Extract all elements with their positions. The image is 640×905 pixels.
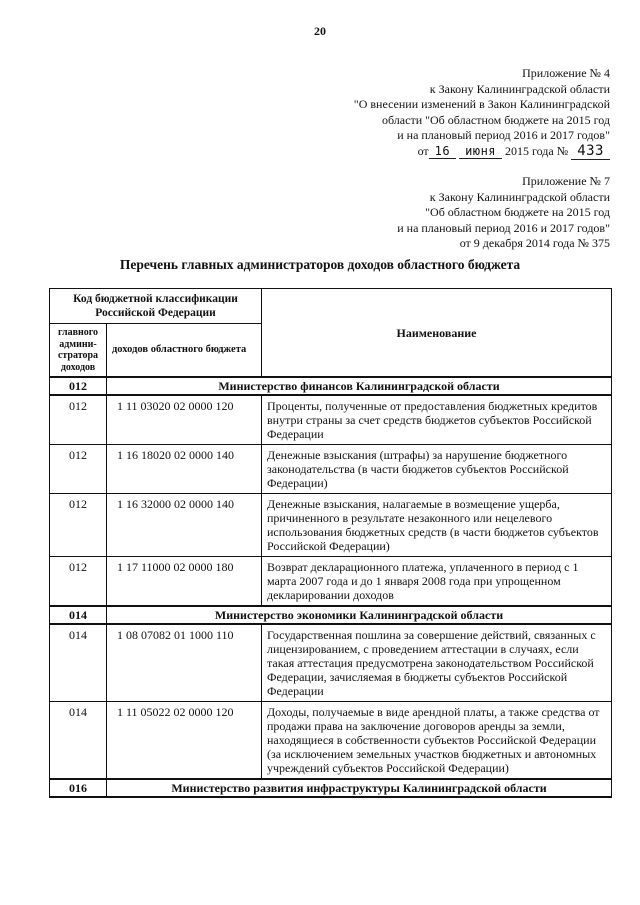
- section-name: Министерство экономики Калининградской области: [107, 606, 612, 624]
- table-row: [50, 395, 612, 445]
- appendix-7-line2: к Закону Калининградской области: [429, 189, 610, 204]
- name-cell: Государственная пошлина за совершение действий, связанных с лицензированием, с проведением аттестации в случаях, если такая аттестация предусмотрена законодательством Российской Федерации, зачисляемая в бюджеты субъектов Российской Федерации: [262, 624, 612, 702]
- header-name: Наименование: [262, 289, 612, 378]
- name-cell: Денежные взыскания (штрафы) за нарушение бюджетного законодательства (в части бюджетов субъектов Российской Федерации): [262, 445, 612, 494]
- appendix-4-line1: Приложение № 4: [522, 66, 610, 80]
- section-code: 012: [50, 377, 107, 395]
- section-code: 016: [50, 779, 107, 797]
- document-title: Перечень главных администраторов доходов областного бюджета: [119, 257, 521, 272]
- date-number: 433: [571, 143, 610, 160]
- appendix-7-line5: от 9 декабря 2014 года № 375: [459, 236, 610, 250]
- appendix-4-header: [354, 66, 610, 159]
- table-row: [50, 702, 612, 780]
- appendix-4-date-line: [354, 144, 610, 160]
- table-row: [50, 494, 612, 557]
- date-day: 16: [429, 144, 456, 159]
- section-name: Министерство финансов Калининградской области: [107, 377, 612, 395]
- section-row: [50, 606, 612, 624]
- section-row: [50, 779, 612, 797]
- section-code: 014: [50, 606, 107, 624]
- appendix-7-line3: "Об областном бюджете на 2015 год: [425, 205, 610, 219]
- income-code-cell: 1 17 11000 02 0000 180: [107, 557, 262, 607]
- income-code-cell: 1 11 05022 02 0000 120: [107, 702, 262, 780]
- header-budget-classification: Код бюджетной классификации Российской Федерации: [50, 289, 262, 324]
- admin-code-cell: 012: [50, 557, 107, 607]
- table-row: [50, 624, 612, 702]
- date-month: июня: [459, 144, 502, 159]
- appendix-7-line1: Приложение № 7: [522, 174, 610, 188]
- table-body: [50, 377, 612, 797]
- income-code-cell: 1 16 32000 02 0000 140: [107, 494, 262, 557]
- admin-code-cell: 012: [50, 395, 107, 445]
- income-code-cell: 1 11 03020 02 0000 120: [107, 395, 262, 445]
- admin-code-cell: 014: [50, 702, 107, 780]
- administrators-table: [49, 288, 612, 798]
- section-row: [50, 377, 612, 395]
- header-income-code: доходов областного бюджета: [107, 324, 262, 378]
- appendix-4-line5: и на плановый период 2016 и 2017 годов": [397, 128, 610, 142]
- appendix-7-line4: и на плановый период 2016 и 2017 годов": [397, 220, 610, 235]
- appendix-4-line2: к Закону Калининградской области: [429, 81, 610, 96]
- appendix-4-line3: "О внесении изменений в Закон Калининградской: [353, 97, 610, 111]
- name-cell: Возврат декларационного платежа, уплаченного в период с 1 марта 2007 года и до 1 января 2008 года при упрощенном декларировании доходов: [262, 557, 612, 607]
- admin-code-cell: 012: [50, 494, 107, 557]
- name-cell: Проценты, полученные от предоставления бюджетных кредитов внутри страны за счет средств бюджетов субъектов Российской Федерации: [262, 395, 612, 445]
- date-year: 2015 года №: [505, 143, 569, 158]
- appendix-7-header: [397, 174, 610, 252]
- admin-code-cell: 014: [50, 624, 107, 702]
- income-code-cell: 1 08 07082 01 1000 110: [107, 624, 262, 702]
- header-admin-code: главного админи-стратора доходов: [50, 324, 107, 378]
- name-cell: Денежные взыскания, налагаемые в возмещение ущерба, причиненного в результате незаконного или нецелевого использования бюджетных средств (в части бюджетов субъектов Российской Федерации): [262, 494, 612, 557]
- table-row: [50, 445, 612, 494]
- income-code-cell: 1 16 18020 02 0000 140: [107, 445, 262, 494]
- table-row: [50, 557, 612, 607]
- name-cell: Доходы, получаемые в виде арендной платы, а также средства от продажи права на заключение договоров аренды за земли, находящиеся в собственности субъектов Российской Федерации (за исключением земельных участков бюджетных и автономных учреждений субъектов Российской Федерации): [262, 702, 612, 780]
- appendix-4-line4: области "Об областном бюджете на 2015 год: [382, 112, 610, 127]
- page-number: 20: [314, 24, 326, 38]
- admin-code-cell: 012: [50, 445, 107, 494]
- date-prefix: от: [417, 143, 429, 158]
- section-name: Министерство развития инфраструктуры Калининградской области: [107, 779, 612, 797]
